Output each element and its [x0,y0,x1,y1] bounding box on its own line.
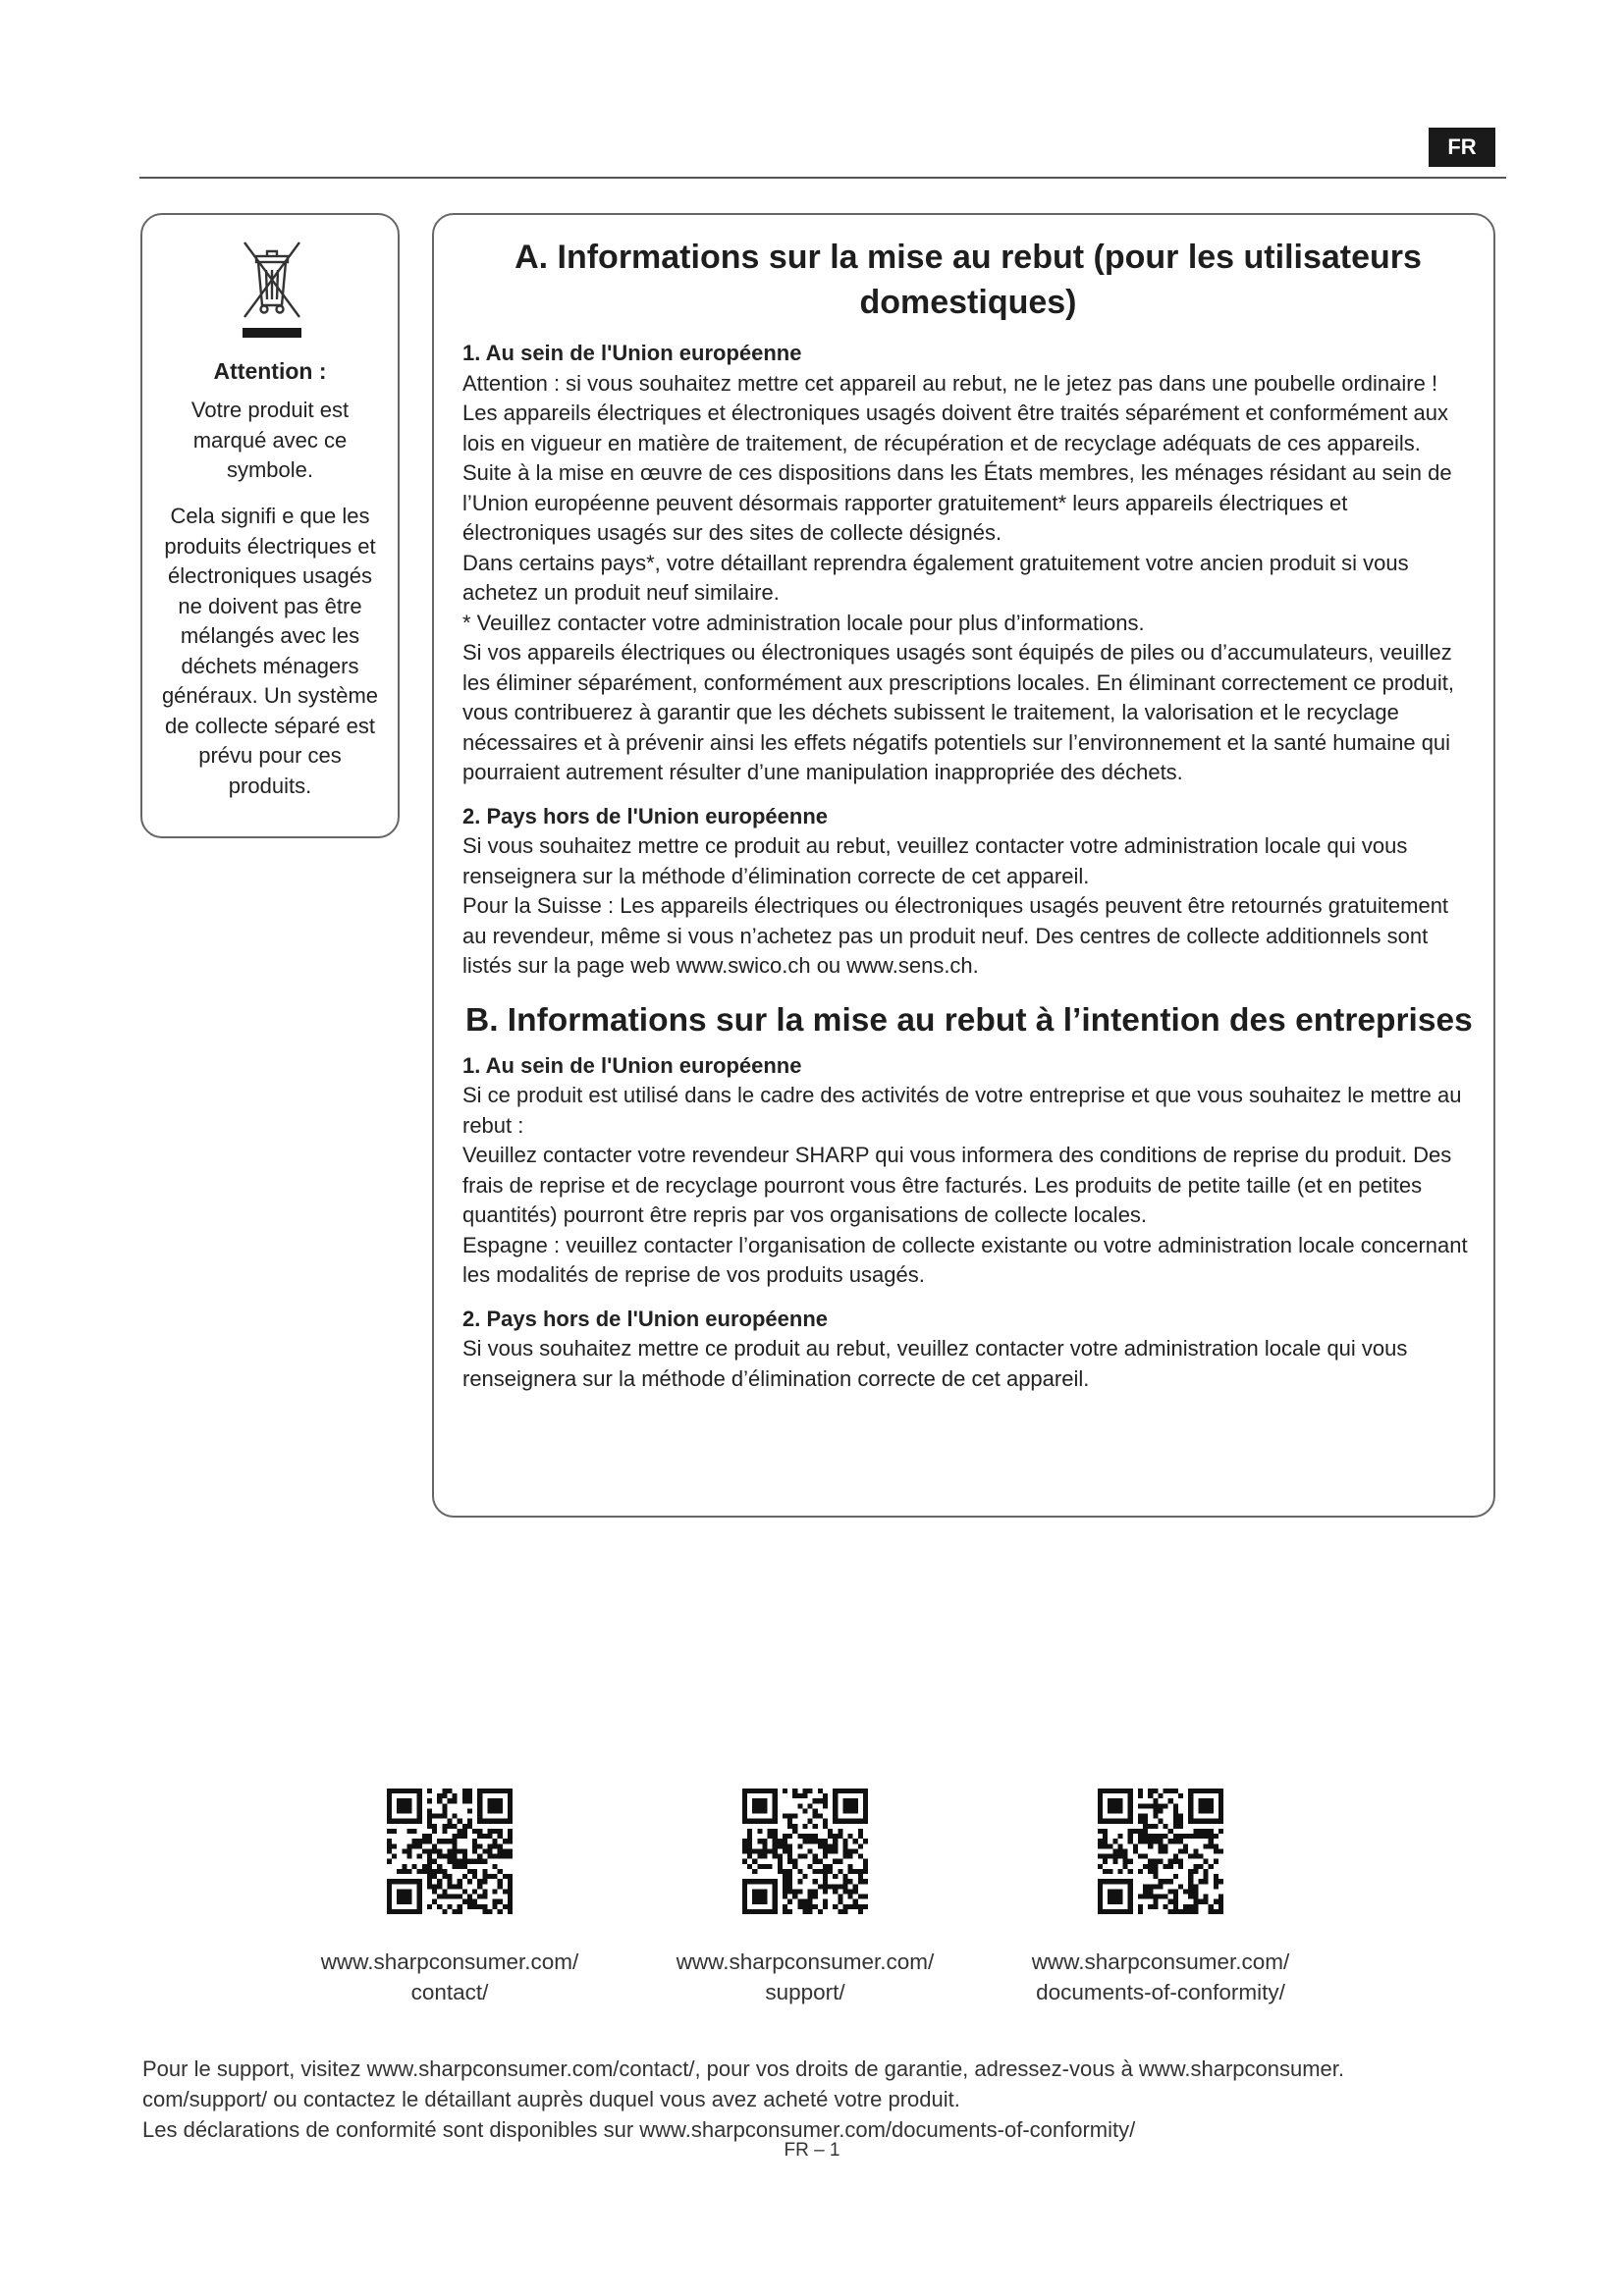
attention-text-2: Cela signifi e que les produits électriques et électroniques usagés ne doivent pas être mélangés avec les déchets ménagers généraux. Un système de collecte séparé est prévu pour ces produits. [161,504,379,798]
qr-code-icon [742,1789,868,1914]
footer-text [142,2054,1517,2145]
paragraph: Dans certains pays*, votre détaillant reprendra également gratuitement votre ancien produit si vous achetez un produit neuf similaire. [462,550,1409,605]
paragraph: Si vous souhaitez mettre ce produit au rebut, veuillez contacter votre administration locale qui vous renseignera sur la méthode d’élimination correcte de cet appareil. [462,833,1408,888]
qr-caption [658,1947,952,2007]
paragraph: * Veuillez contacter votre administration locale pour plus d’informations. [462,610,1145,635]
section-b-non-eu-heading: 2. Pays hors de l'Union européenne [462,1306,828,1331]
qr-caption [302,1947,597,2007]
paragraph: Espagne : veuillez contacter l’organisation de collecte existante ou votre administration locale concernant les modalités de reprise de vos produits usagés. [462,1232,1468,1287]
paragraph: Veuillez contacter votre revendeur SHARP qui vous informera des conditions de reprise du produit. Des frais de reprise et de recyclage pourront vous être facturés. Les produits de petite taille (et en petites quantités) pourront être repris par vos organisations de collecte locales. [462,1143,1452,1227]
section-a-eu-heading: 1. Au sein de l'Union européenne [462,341,802,365]
page-number: FR – 1 [784,2140,840,2161]
paragraph: Si vous souhaitez mettre ce produit au rebut, veuillez contacter votre administration locale qui vous renseignera sur la méthode d’élimination correcte de cet appareil. [462,1336,1408,1391]
paragraph: Attention : si vous souhaitez mettre cet appareil au rebut, ne le jetez pas dans une poubelle ordinaire ! [462,370,1438,396]
header-rule [139,177,1506,179]
paragraph: Suite à la mise en œuvre de ces dispositions dans les États membres, les ménages résidant au sein de l’Union européenne peuvent désormais rapporter gratuitement* leurs appareils électriques et électroniques usagés sur des sites de collecte désignés. [462,460,1452,545]
qr-url-line1: www.sharpconsumer.com/ [1031,1949,1290,1974]
qr-url-line1: www.sharpconsumer.com/ [320,1949,579,1974]
qr-url-line1: www.sharpconsumer.com/ [676,1949,935,1974]
footer-line: com/support/ ou contactez le détaillant auprès duquel vous avez acheté votre produit. [142,2087,960,2111]
qr-url-line2: documents-of-conformity/ [1036,1980,1285,2004]
section-a-eu-body [462,369,1474,788]
section-a-non-eu-heading: 2. Pays hors de l'Union européenne [462,803,828,828]
language-badge: FR [1429,128,1495,167]
paragraph: Pour la Suisse : Les appareils électriques ou électroniques usagés peuvent être retournés gratuitement au revendeur, même si vous n’achetez pas un produit neuf. Des centres de collecte additionnels sont listés sur la page web www.swico.ch ou www.sens.ch. [462,893,1449,978]
section-b-eu-heading: 1. Au sein de l'Union européenne [462,1052,802,1078]
attention-text-1: Votre produit est marqué avec ce symbole. [190,398,350,482]
attention-title: Attention : [213,358,327,384]
footer-line: Les déclarations de conformité sont disponibles sur www.sharpconsumer.com/documents-of-conformity/ [142,2117,1136,2142]
qr-code-icon [1098,1789,1223,1914]
qr-url-line2: contact/ [410,1980,489,2004]
qr-url-line2: support/ [765,1980,845,2004]
paragraph: Si ce produit est utilisé dans le cadre des activités de votre entreprise et que vous souhaitez le mettre au rebut : [462,1083,1462,1138]
attention-box [140,213,400,838]
section-b-non-eu-body [462,1334,1474,1394]
section-b-eu-body [462,1081,1474,1291]
qr-contact[interactable] [302,1789,597,2007]
qr-caption [1013,1947,1308,2007]
paragraph: Si vos appareils électriques ou électroniques usagés sont équipés de piles ou d’accumulateurs, veuillez les éliminer séparément, conformément aux prescriptions locales. En éliminant correctement ce produit, vous contribuerez à garantir que les déchets subissent le traitement, la valorisation et le recyclage nécessaires et à prévenir ainsi les effets négatifs potentiels sur l’environnement et la santé humaine qui pourraient autrement résulter d’une manipulation inappropriée des déchets. [462,640,1455,784]
qr-code-icon [387,1789,513,1914]
weee-crossed-bin-icon [237,237,307,345]
paragraph: Les appareils électriques et électroniques usagés doivent être traités séparément et conformément aux lois en vigueur en matière de traitement, de récupération et de recyclage adéquats de ces appareils. [462,400,1449,455]
section-b-title: B. Informations sur la mise au rebut à l’intention des entreprises [465,1001,1473,1039]
qr-documents-of-conformity[interactable] [1013,1789,1308,2007]
section-a-title: A. Informations sur la mise au rebut (pour les utilisateurs domestiques) [514,239,1422,321]
section-a-non-eu-body [462,831,1474,982]
footer-line: Pour le support, visitez www.sharpconsumer.com/contact/, pour vos droits de garantie, adressez-vous à www.sharpconsumer. [142,2056,1345,2081]
disposal-info-box [432,213,1495,1518]
qr-support[interactable] [658,1789,952,2007]
